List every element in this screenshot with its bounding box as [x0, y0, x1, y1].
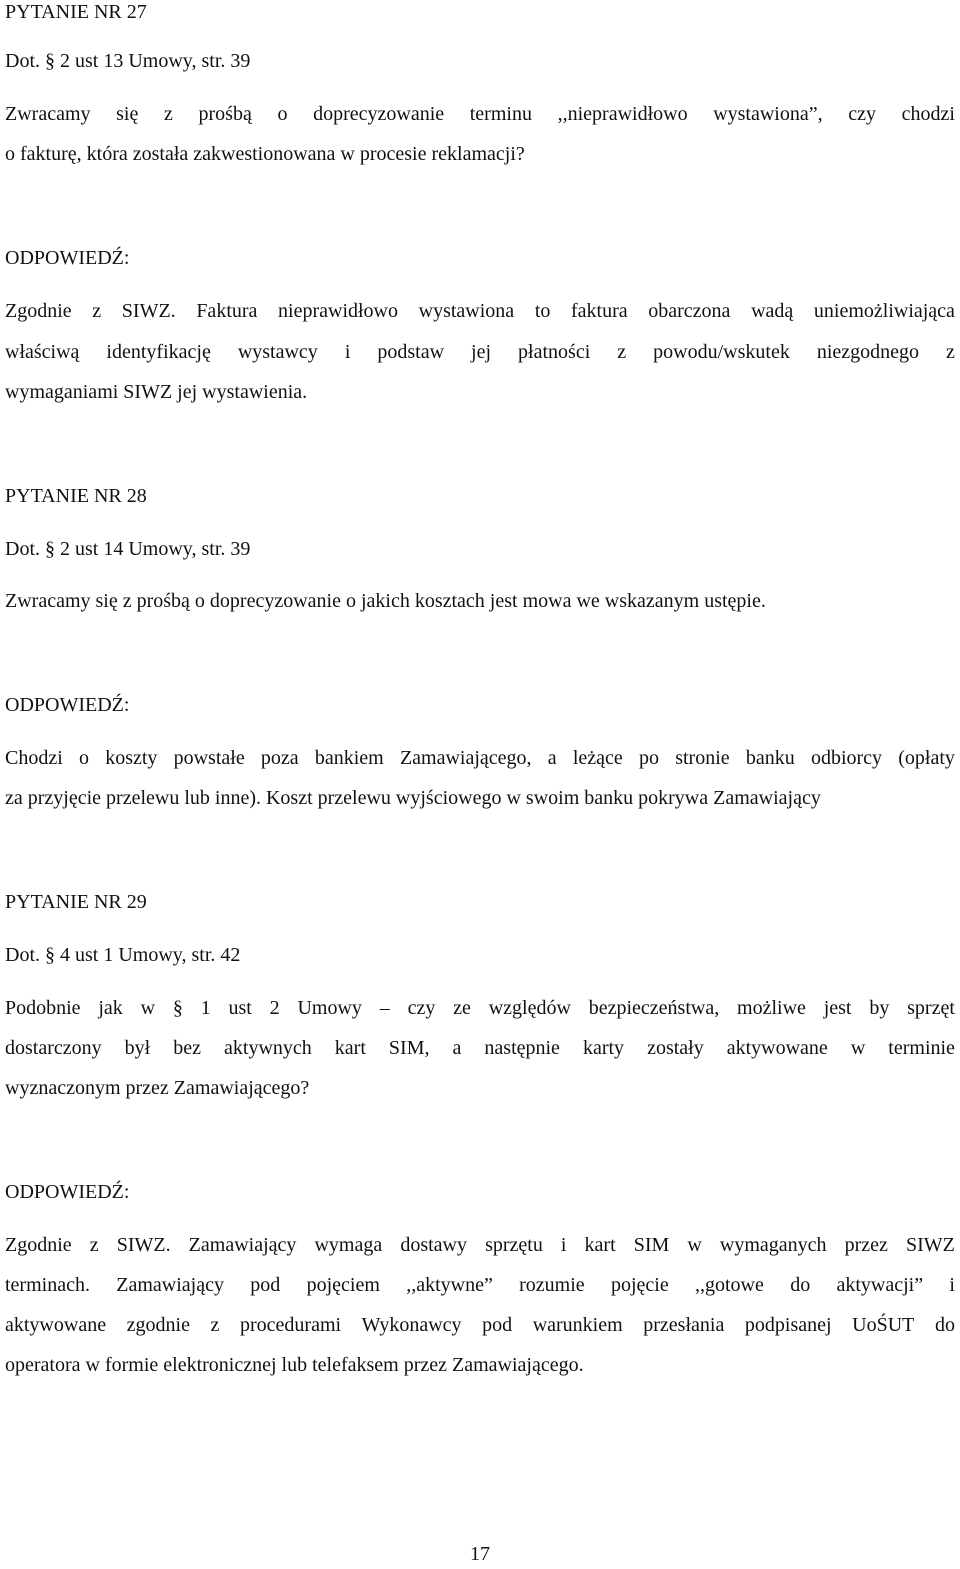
page-number: 17 [470, 1543, 490, 1565]
question-28-heading: PYTANIE NR 28 [5, 485, 147, 507]
answer-28-label: ODPOWIEDŹ: [5, 694, 130, 716]
question-28-text-line-1: Zwracamy się z prośbą o doprecyzowanie o jakich kosztach jest mowa we wskazanym ustępie. [5, 590, 766, 612]
question-29-text-line-3: wyznaczonym przez Zamawiającego? [5, 1077, 310, 1099]
question-27-text-line-1: Zwracamy się z prośbą o doprecyzowanie terminu ,,nieprawidłowo wystawiona”, czy chodzi [5, 103, 955, 125]
question-27-text-line-2: o fakturę, która została zakwestionowana w procesie reklamacji? [5, 143, 525, 165]
answer-27-text-line-1: Zgodnie z SIWZ. Faktura nieprawidłowo wystawiona to faktura obarczona wadą uniemożliwiająca [5, 300, 955, 322]
answer-29-text-line-2: terminach. Zamawiający pod pojęciem ,,aktywne” rozumie pojęcie ,,gotowe do aktywacji” i [5, 1274, 955, 1296]
answer-28-text-line-2: za przyjęcie przelewu lub inne). Koszt przelewu wyjściowego w swoim banku pokrywa Zamawiający [5, 787, 821, 809]
question-28-reference: Dot. § 2 ust 14 Umowy, str. 39 [5, 538, 251, 560]
answer-29-text-line-4: operatora w formie elektronicznej lub telefaksem przez Zamawiającego. [5, 1354, 584, 1376]
question-29-text-line-2: dostarczony był bez aktywnych kart SIM, a następnie karty zostały aktywowane w terminie [5, 1037, 955, 1059]
question-27-reference: Dot. § 2 ust 13 Umowy, str. 39 [5, 50, 251, 72]
question-29-text-line-1: Podobnie jak w § 1 ust 2 Umowy – czy ze względów bezpieczeństwa, możliwe jest by sprzęt [5, 997, 955, 1019]
question-29-reference: Dot. § 4 ust 1 Umowy, str. 42 [5, 944, 241, 966]
answer-29-text-line-3: aktywowane zgodnie z procedurami Wykonawcy pod warunkiem przesłania podpisanej UoŚUT do [5, 1314, 955, 1336]
answer-27-label: ODPOWIEDŹ: [5, 247, 130, 269]
answer-28-text-line-1: Chodzi o koszty powstałe poza bankiem Zamawiającego, a leżące po stronie banku odbiorcy (opłaty [5, 747, 955, 769]
question-27-heading: PYTANIE NR 27 [5, 1, 147, 23]
answer-29-label: ODPOWIEDŹ: [5, 1181, 130, 1203]
question-29-heading: PYTANIE NR 29 [5, 891, 147, 913]
answer-27-text-line-3: wymaganiami SIWZ jej wystawienia. [5, 381, 308, 403]
answer-29-text-line-1: Zgodnie z SIWZ. Zamawiający wymaga dostawy sprzętu i kart SIM w wymaganych przez SIWZ [5, 1234, 955, 1256]
answer-27-text-line-2: właściwą identyfikację wystawcy i podstaw jej płatności z powodu/wskutek niezgodnego z [5, 341, 955, 363]
